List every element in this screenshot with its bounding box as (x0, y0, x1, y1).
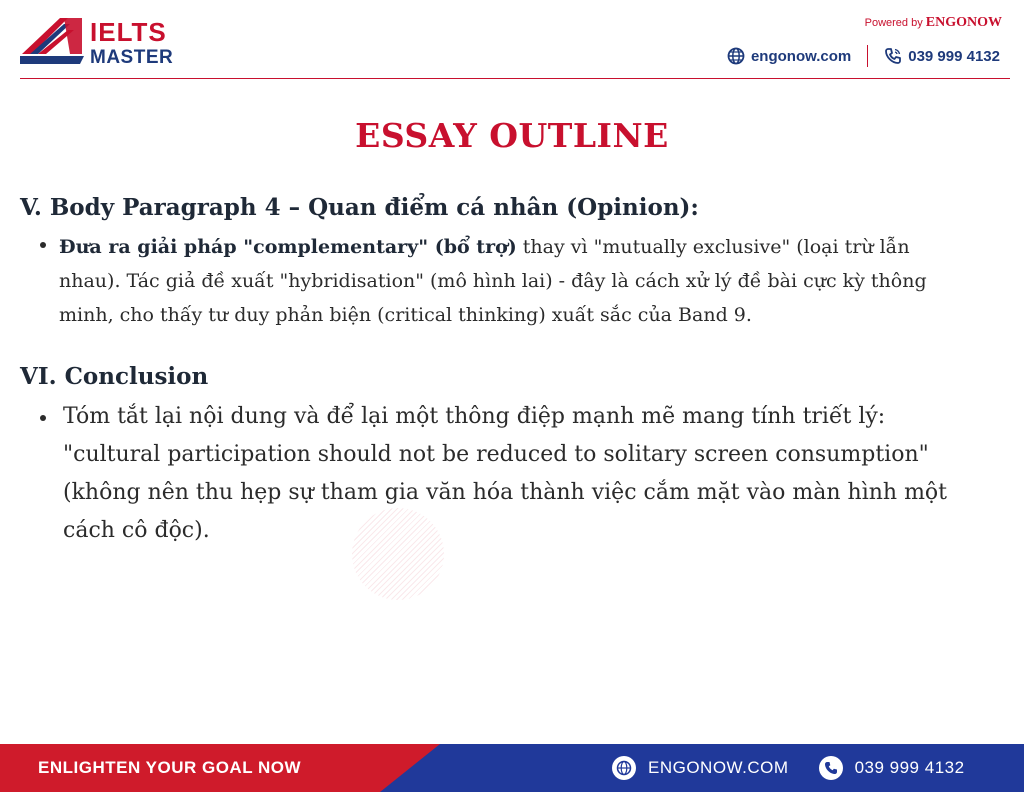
list-item-conclusion (40, 398, 1010, 558)
header-contact (727, 44, 1000, 68)
section-heading-body-paragraph-4: V. Body Paragraph 4 – Quan điểm cá nhân (Opinion): (20, 194, 699, 221)
book-logo-icon (20, 14, 86, 66)
bullet-line-1 (59, 230, 927, 264)
bullet-line-1-rest: thay vì "mutually exclusive" (loại trừ lẫn (516, 236, 910, 258)
footer-slogan: ENLIGHTEN YOUR GOAL NOW (38, 758, 302, 777)
header-contact-divider (867, 45, 868, 67)
bullet-dot (40, 242, 46, 248)
phone-icon (819, 756, 843, 780)
ielts-master-logo[interactable] (20, 14, 180, 70)
bullet-text (63, 398, 947, 550)
section-heading-conclusion: VI. Conclusion (20, 363, 209, 390)
bullet-line-1: Tóm tắt lại nội dung và để lại một thông điệp mạnh mẽ mang tính triết lý: (63, 404, 886, 429)
footer-website-link[interactable]: ENGONOW.COM (648, 758, 789, 777)
powered-by-label (865, 15, 1002, 31)
bullet-dot (40, 415, 46, 421)
page-title: ESSAY OUTLINE (355, 116, 669, 155)
bullet-line-3: minh, cho thấy tư duy phản biện (critical thinking) xuất sắc của Band 9. (59, 304, 752, 326)
phone-icon (884, 47, 902, 65)
powered-by-prefix: Powered by (864, 17, 926, 29)
bullet-line-3: (không nên thu hẹp sự tham gia văn hóa thành việc cắm mặt vào màn hình một (63, 480, 948, 505)
list-item-body-paragraph-4 (40, 230, 1010, 330)
globe-icon (612, 756, 636, 780)
header-phone-link[interactable]: 039 999 4132 (908, 47, 1000, 65)
header-divider-line (20, 78, 1010, 79)
engonow-brand: ENGONOW (925, 15, 1002, 30)
globe-icon (727, 47, 745, 65)
bullet-bold-lead: Đưa ra giải pháp "complementary" (bổ trợ) (59, 236, 517, 258)
logo-text-ielts: IELTS (90, 17, 167, 47)
bullet-line-2: "cultural participation should not be reduced to solitary screen consumption" (63, 442, 929, 467)
bullet-text (59, 230, 927, 332)
logo-text-master: MASTER (90, 47, 174, 68)
bullet-line-4: cách cô độc). (63, 518, 210, 543)
footer-banner (0, 744, 1024, 792)
footer-contact (612, 754, 965, 782)
bullet-line-2: nhau). Tác giả đề xuất "hybridisation" (mô hình lai) - đây là cách xử lý đề bài cực kỳ thông (59, 270, 927, 292)
header-website-link[interactable]: engonow.com (750, 47, 852, 65)
footer-phone-link[interactable]: 039 999 4132 (854, 758, 965, 777)
header (0, 0, 1024, 80)
